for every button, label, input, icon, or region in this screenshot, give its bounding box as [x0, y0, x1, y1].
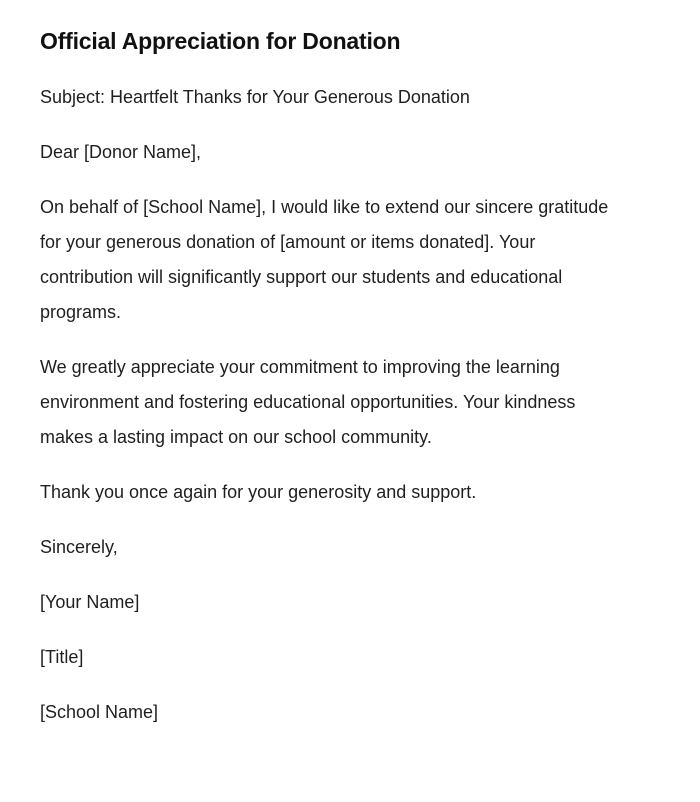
paragraph-body-2: We greatly appreciate your commitment to improving the learning environment and fostering educational opportunities. Your kindness makes a lasting impact on our school community.: [40, 356, 576, 447]
paragraph-signoff: Sincerely,: [40, 536, 118, 557]
paragraph-signature-name: [Your Name]: [40, 591, 140, 612]
paragraph-closing-thanks: Thank you once again for your generosity and support.: [40, 481, 477, 502]
paragraph-signature-title: [Title]: [40, 646, 84, 667]
page-title: Official Appreciation for Donation: [40, 28, 401, 54]
paragraph-subject-line: Subject: Heartfelt Thanks for Your Generous Donation: [40, 86, 470, 107]
paragraph-salutation: Dear [Donor Name],: [40, 141, 202, 162]
paragraph-signature-school: [School Name]: [40, 701, 159, 722]
paragraph-body-1: On behalf of [School Name], I would like to extend our sincere gratitude for your generous donation of [amount or items donated]. Your contribution will significantly support our students and educational programs.: [40, 196, 609, 322]
